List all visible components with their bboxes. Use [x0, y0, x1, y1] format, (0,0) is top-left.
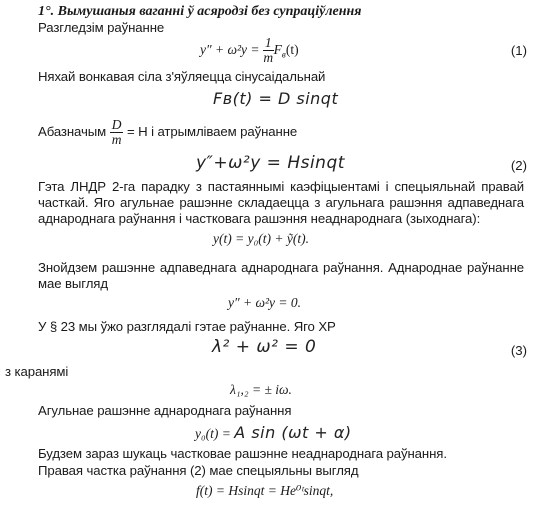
paragraph-general: Агульнае рашэнне аднароднага раўнання [38, 403, 292, 418]
paragraph-right-side: Правая частка раўнання (2) мае спецыяльны выгляд [38, 463, 359, 478]
paragraph-roots: з каранямі [5, 364, 69, 379]
fraction-denominator: m [263, 50, 274, 66]
denote-fraction [110, 118, 124, 147]
paragraph-particular: Будзем зараз шукаць частковае рашэнне неаднароднага раўнання. [38, 446, 447, 461]
equation-1-number: (1) [510, 43, 527, 58]
equation-roots [230, 383, 292, 398]
paragraph-intro: Разгледзім раўнанне [38, 20, 165, 35]
handwritten-general: A sin (ωt + α) [234, 423, 352, 442]
equation-1-lhs: y″ + ω²y = [200, 41, 263, 57]
equation-general-prefix: y₀(t) = [195, 426, 235, 441]
section-number: 1°. [38, 4, 55, 19]
paragraph-lndr-line-1: Гэта ЛНДР 2-га парадку з пастаяннымі каэфіцыентамі і спецыяльнай правай [38, 179, 524, 194]
section-title: Вымушаныя ваганні ў асяродзі без супраціўлення [57, 4, 362, 19]
handwritten-equation-2: y″+ω²y = Hsinqt [196, 153, 345, 173]
fraction-numerator: D [111, 117, 122, 132]
equation-sum [213, 232, 309, 247]
paragraph-reference: У § 23 мы ўжо разглядалі гэтае раўнанне. Яго ХР [38, 319, 336, 334]
equation-2-number: (2) [510, 158, 527, 173]
equation-1-subscript: в [281, 49, 286, 60]
paragraph-denote [38, 118, 297, 147]
paragraph-lndr-line-2: часткай. Яго агульнае рашэнне складаецца з агульнага рашэння адпаведнага [38, 195, 524, 210]
denote-after: = H і атрымліваем раўнанне [126, 124, 298, 140]
equation-1 [200, 36, 299, 65]
paragraph-homogeneous-line-1: Знойдзем рашэнне адпаведнага аднароднага раўнання. Аднароднае раўнанне [38, 260, 524, 275]
handwritten-force: Fв(t) = D sinqt [213, 89, 339, 108]
denote-before: Абазначым [38, 124, 107, 140]
paragraph-homogeneous-line-2: мае выгляд [38, 276, 108, 291]
paragraph-force: Няхай вонкавая сіла з'яўляецца сінусаідальнай [38, 69, 326, 84]
equation-1-fraction [263, 36, 274, 65]
fraction-numerator: 1 [264, 35, 272, 50]
section-heading [38, 4, 361, 19]
equation-roots-text: λ₁,₂ = ± iω. [230, 382, 292, 397]
equation-3-number: (3) [510, 343, 527, 358]
equation-1-rhs: F [273, 41, 282, 57]
equation-sum-text: y(t) = y₀(t) + ỹ(t). [213, 231, 309, 246]
equation-homogeneous-text: y″ + ω²y = 0. [228, 295, 302, 310]
equation-last [196, 484, 333, 499]
equation-homogeneous [228, 296, 301, 311]
equation-general [195, 424, 352, 442]
equation-last-text: f(t) = Hsinqt = He⁰ᵗsinqt, [196, 483, 334, 498]
handwritten-characteristic: λ² + ω² = 0 [212, 337, 317, 357]
paragraph-lndr-line-3: аднароднага раўнання і частковага рашэння неаднароднага (зыходнага): [38, 211, 481, 226]
fraction-denominator: m [111, 132, 122, 148]
equation-1-tail: (t) [285, 41, 299, 57]
